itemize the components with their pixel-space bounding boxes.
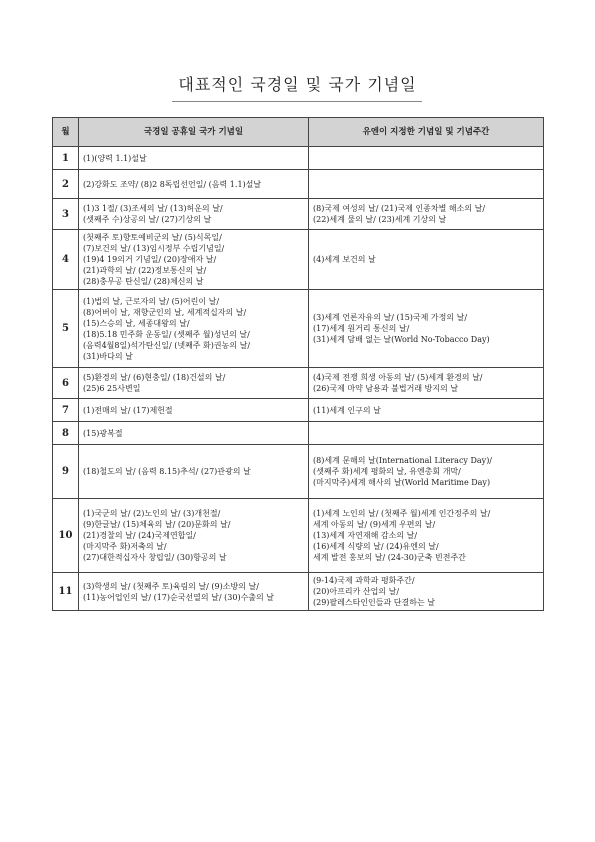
entry-line: (17)세계 원거리 통신의 날/ xyxy=(313,324,410,333)
entry-line: (27)대한적십자사 창립일/ (30)항공의 날 xyxy=(83,553,227,562)
un-days-cell xyxy=(309,445,544,499)
table-row xyxy=(53,499,544,573)
table-row xyxy=(53,147,544,170)
un-days-cell xyxy=(309,199,544,230)
month-cell: 1 xyxy=(53,147,79,170)
month-cell: 11 xyxy=(53,573,79,611)
un-days-cell xyxy=(309,399,544,422)
entry-line: (9)한글날/ (15)체육의 날/ (20)문화의 날/ xyxy=(83,520,231,529)
entry-line: (11)농어업인의 날/ (17)순국선열의 날/ (30)수출의 날 xyxy=(83,592,275,602)
un-days-cell xyxy=(309,422,544,445)
national-holidays-cell xyxy=(79,290,309,368)
entry-line: (8)어버이 날, 재향군인의 날, 세계적십자의 날/ xyxy=(83,307,247,317)
entry-line: (2)강화도 조약/ (8)2 8독립선언일/ (음력 1.1)설날 xyxy=(83,179,262,189)
un-days-cell xyxy=(309,230,544,290)
national-holidays-cell xyxy=(79,499,309,573)
table-header-row xyxy=(53,118,544,147)
national-holidays-cell xyxy=(79,368,309,399)
entry-line: (22)세계 물의 날/ (23)세계 기상의 날 xyxy=(313,215,447,224)
national-holidays-cell xyxy=(79,147,309,170)
entry-line: (1)세계 노인의 날/ (첫째주 월)세계 인간정주의 날/ xyxy=(313,509,491,518)
national-holidays-cell xyxy=(79,199,309,230)
table-row xyxy=(53,368,544,399)
entry-line: (21)경찰의 날/ (24)국제연합일/ xyxy=(83,531,196,540)
entry-line: (4)세계 보건의 날 xyxy=(313,255,376,264)
entry-line: (15)스승의 날, 세종대왕의 날/ xyxy=(83,318,190,328)
table-row xyxy=(53,573,544,611)
month-cell: 5 xyxy=(53,290,79,368)
entry-line: (16)세계 식량의 날/ (24)유엔의 날/ xyxy=(313,542,439,551)
page-title: 대표적인 국경일 및 국가 기념일 xyxy=(178,75,417,94)
holiday-table xyxy=(52,117,544,611)
table-row xyxy=(53,230,544,290)
entry-line: (21)과학의 날/ (22)정보통신의 날/ xyxy=(83,266,207,275)
un-days-cell xyxy=(309,170,544,199)
entry-line: (1)전매의 날/ (17)제헌절 xyxy=(83,405,173,415)
entry-line: (26)국제 마약 남용과 불법거래 방지의 날 xyxy=(313,384,459,393)
month-cell: 4 xyxy=(53,230,79,290)
month-cell: 7 xyxy=(53,399,79,422)
header-month: 월 xyxy=(53,118,79,147)
national-holidays-cell xyxy=(79,399,309,422)
header-un-days: 유엔이 지정한 기념일 및 기념주간 xyxy=(309,118,544,147)
table-row xyxy=(53,290,544,368)
entry-line: (첫째주 토)향토예비군의 날/ (5)식목일/ xyxy=(83,233,222,242)
entry-line: (20)아프리카 산업의 날/ xyxy=(313,587,400,596)
entry-line: (8)세계 문해의 날(International Literacy Day)/ xyxy=(313,456,493,465)
national-holidays-cell xyxy=(79,422,309,445)
month-cell: 9 xyxy=(53,445,79,499)
entry-line: (7)보건의 날/ (13)임시정부 수립기념일/ xyxy=(83,244,225,253)
table-row xyxy=(53,170,544,199)
entry-line: (3)학생의 날/ (첫째주 토)육림의 날/ (9)소방의 날/ xyxy=(83,581,259,591)
entry-line: (31)세계 담배 없는 날(World No-Tobacco Day) xyxy=(313,335,490,344)
national-holidays-cell xyxy=(79,573,309,611)
entry-line: (11)세계 인구의 날 xyxy=(313,405,381,415)
entry-line: (25)6 25사변일 xyxy=(83,384,141,393)
entry-line: (마지막주)세계 해사의 날(World Maritime Day) xyxy=(313,478,491,487)
un-days-cell xyxy=(309,368,544,399)
un-days-cell xyxy=(309,290,544,368)
national-holidays-cell xyxy=(79,170,309,199)
national-holidays-cell xyxy=(79,230,309,290)
un-days-cell xyxy=(309,573,544,611)
entry-line: (1)국군의 날/ (2)노인의 날/ (3)개천절/ xyxy=(83,509,221,518)
month-cell: 6 xyxy=(53,368,79,399)
entry-line: (18)철도의 날/ (음력 8.15)추석/ (27)관광의 날 xyxy=(83,467,251,476)
entry-line: (5)환경의 날/ (6)현충일/ (18)건설의 날/ xyxy=(83,373,226,382)
title-underline xyxy=(172,101,422,102)
entry-line: (18)5.18 민주화 운동일/ (셋째주 월)성년의 날/ xyxy=(83,329,250,339)
entry-line: (15)광복절 xyxy=(83,428,123,438)
month-cell: 3 xyxy=(53,199,79,230)
table-row xyxy=(53,399,544,422)
entry-line: (음력4월8일)석가탄신일/ (넷째주 화)권농의 날/ xyxy=(83,340,251,350)
entry-line: (셋째주 수)상공의 날/ (27)기상의 날 xyxy=(83,215,212,224)
entry-line: (19)4 19의거 기념일/ (20)장애자 날/ xyxy=(83,255,217,264)
header-national-holidays: 국경일 공휴일 국가 기념일 xyxy=(79,118,309,147)
un-days-cell xyxy=(309,147,544,170)
entry-line: (1)법의 날, 근로자의 날/ (5)어린이 날/ xyxy=(83,296,220,306)
entry-line: 세계 아동의 날/ (9)세계 우편의 날/ xyxy=(313,520,436,529)
entry-line: (1)(양력 1.1)설날 xyxy=(83,153,147,163)
entry-line: (8)국제 여성의 날/ (21)국제 인종차별 해소의 날/ xyxy=(313,204,486,213)
month-cell: 2 xyxy=(53,170,79,199)
table-row xyxy=(53,445,544,499)
entry-line: 세계 발전 홍보의 날/ (24-30)군축 빈전주간 xyxy=(313,553,466,562)
table-body xyxy=(53,147,544,611)
month-cell: 10 xyxy=(53,499,79,573)
entry-line: (13)세계 자연재해 감소의 날/ xyxy=(313,531,418,540)
entry-line: (1)3 1절/ (3)조세의 날/ (13)허운의 날/ xyxy=(83,204,223,213)
national-holidays-cell xyxy=(79,445,309,499)
entry-line: (3)세계 언론자유의 날/ (15)국제 가정의 날/ xyxy=(313,313,468,322)
entry-line: (9-14)국제 과학과 평화주간/ xyxy=(313,576,415,585)
month-cell: 8 xyxy=(53,422,79,445)
entry-line: (29)팔레스타인인들과 단결하는 날 xyxy=(313,598,435,607)
entry-line: (마지막주 화)저축의 날/ xyxy=(83,542,167,551)
entry-line: (28)충무공 탄신일/ (28)체신의 날 xyxy=(83,277,204,286)
un-days-cell xyxy=(309,499,544,573)
entry-line: (31)바다의 날 xyxy=(83,351,133,361)
table-row xyxy=(53,422,544,445)
table-row xyxy=(53,199,544,230)
entry-line: (셋째주 화)세계 평화의 날, 유엔총회 개막/ xyxy=(313,467,461,476)
entry-line: (4)국제 전쟁 희생 아동의 날/ (5)세계 환경의 날/ xyxy=(313,373,483,382)
